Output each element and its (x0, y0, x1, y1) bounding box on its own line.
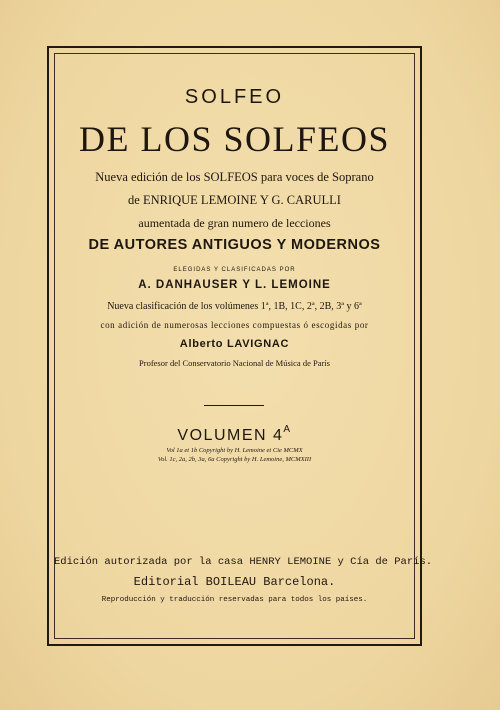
title-line-2: DE LOS SOLFEOS (78, 119, 391, 159)
editors: A. DANHAUSER Y L. LEMOINE (138, 279, 331, 291)
copyright-line-2: Vol. 1c, 2a, 2b, 3a, 6a Copyright by H. Lemoine, MCMXIII (157, 456, 312, 463)
divider-rule (204, 405, 264, 406)
authorization-note: Edición autorizada por la casa HENRY LEMOINE y Cía de París. (54, 556, 433, 568)
rights-note: Reproducción y traducción reservadas para todos los países. (101, 596, 368, 604)
volume-label: VOLUMEN 4 (177, 427, 284, 444)
publisher: Editorial BOILEAU Barcelona. (133, 575, 336, 589)
composer-title: Profesor del Conservatorio Nacional de Música de París (139, 358, 330, 368)
augmented-note: aumentada de gran numero de lecciones (138, 216, 331, 230)
volume-superscript: A (283, 424, 292, 435)
authors: de ENRIQUE LEMOINE Y G. CARULLI (128, 193, 341, 207)
subtitle: Nueva edición de los SOLFEOS para voces de Soprano (95, 170, 374, 184)
chosen-by-label: ELEGIDAS Y CLASIFICADAS POR (173, 267, 296, 273)
composer-name: Alberto LAVIGNAC (179, 338, 290, 350)
title-line-1: SOLFEO (184, 86, 285, 108)
copyright-line-1: Vol 1a et 1b Copyright by H. Lemoine et Cie MCMX (166, 447, 303, 454)
volume-heading (54, 424, 415, 445)
ancient-modern-heading: DE AUTORES ANTIGUOS Y MODERNOS (88, 237, 381, 253)
addition-note: con adición de numerosas lecciones compuestas ó escogidas por (100, 320, 369, 330)
classification-note: Nueva clasificación de los volúmenes 1ª, 1B, 1C, 2ª, 2B, 3ª y 6ª (107, 301, 362, 312)
